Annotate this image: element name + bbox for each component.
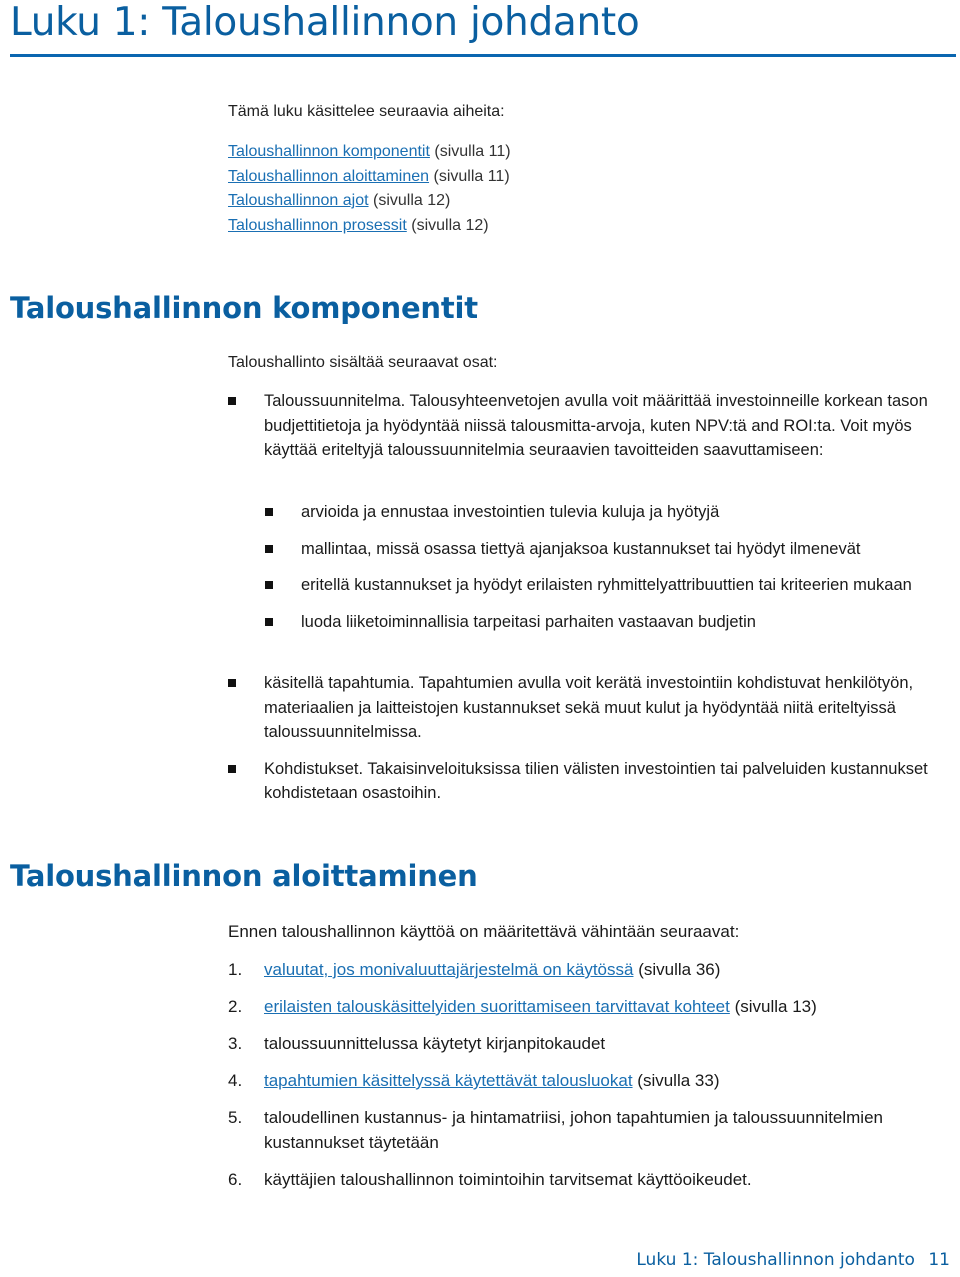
item-link[interactable]: valuutat, jos monivaluuttajärjestelmä on käytössä [264, 960, 634, 979]
toc-item [228, 165, 511, 190]
item-number: 4. [228, 1071, 243, 1090]
item-number: 1. [228, 960, 243, 979]
numbered-item [228, 995, 953, 1020]
table-of-contents [228, 140, 511, 238]
toc-page-ref: (sivulla 11) [433, 167, 510, 185]
components-sublist [265, 500, 955, 646]
bullet-icon [228, 397, 236, 405]
section-heading-components: Taloushallinnon komponentit [10, 291, 478, 325]
toc-item [228, 140, 511, 165]
item-page-ref: (sivulla 36) [638, 960, 721, 979]
item-number: 6. [228, 1169, 243, 1189]
sublist-item-text: eritellä kustannukset ja hyödyt erilaisten ryhmittelyattribuuttien tai kriteerien mukaan [301, 576, 912, 594]
sublist-item [265, 537, 955, 562]
bullet-icon [265, 618, 273, 626]
toc-link-prosessit[interactable]: Taloushallinnon prosessit [228, 216, 407, 234]
list-item-text: Taloussuunnitelma. Talousyhteenvetojen avulla voit määrittää investoinneille korkean tason budjettitietoja ja hyödyntää niissä talousmitta-arvoja, kuten NPV:tä and ROI:ta. Voit myös käyttää eriteltyjä taloussuunnitelmia seuraavien tavoitteiden saavuttamiseen: [264, 392, 928, 459]
sublist-item-text: mallintaa, missä osassa tiettyä ajanjaksoa kustannukset tai hyödyt ilmenevät [301, 539, 861, 558]
toc-item [228, 214, 511, 239]
toc-page-ref: (sivulla 12) [411, 216, 489, 234]
list-item [228, 757, 948, 806]
numbered-item [228, 1106, 953, 1155]
sublist-item [265, 610, 955, 635]
bullet-icon [228, 765, 236, 773]
item-link[interactable]: erilaisten talouskäsittelyiden suorittamiseen tarvittavat kohteet [264, 997, 730, 1016]
start-lead: Ennen taloushallinnon käyttöä on määritettävä vähintään seuraavat: [228, 922, 740, 941]
numbered-item [228, 1069, 953, 1094]
bullet-icon [265, 545, 273, 553]
sublist-item-text: arvioida ja ennustaa investointien tulevia kuluja ja hyötyjä [301, 503, 720, 521]
title-divider [10, 54, 956, 57]
numbered-item [228, 1168, 953, 1193]
toc-page-ref: (sivulla 11) [434, 143, 511, 160]
list-item-text: Kohdistukset. Takaisinveloituksissa tilien välisten investointien tai palveluiden kustannukset kohdistetaan osastoihin. [264, 759, 928, 802]
item-page-ref: (sivulla 13) [734, 997, 817, 1016]
sublist-item [265, 573, 955, 598]
sublist-item [265, 500, 955, 525]
start-numbered-list [228, 958, 953, 1205]
toc-item [228, 189, 511, 214]
toc-link-komponentit[interactable]: Taloushallinnon komponentit [228, 143, 430, 160]
page-number: 11 [928, 1250, 950, 1270]
intro-text: Tämä luku käsittelee seuraavia aiheita: [228, 103, 505, 120]
numbered-item [228, 1032, 953, 1057]
components-lead: Taloushallinto sisältää seuraavat osat: [228, 354, 498, 371]
item-text: taloudellinen kustannus- ja hintamatriisi, johon tapahtumien ja taloussuunnitelmien kustannukset täytetään [264, 1108, 883, 1152]
toc-page-ref: (sivulla 12) [373, 192, 451, 209]
item-number: 5. [228, 1108, 243, 1127]
item-number: 2. [228, 997, 243, 1016]
bullet-icon [228, 679, 236, 687]
item-number: 3. [228, 1034, 243, 1053]
page-footer [636, 1250, 950, 1270]
bullet-icon [265, 508, 273, 516]
toc-link-aloittaminen[interactable]: Taloushallinnon aloittaminen [228, 167, 430, 185]
item-link[interactable]: tapahtumien käsittelyssä käytettävät talousluokat [264, 1071, 633, 1090]
sublist-item-text: luoda liiketoiminnallisia tarpeitasi parhaiten vastaavan budjetin [301, 612, 756, 631]
numbered-item [228, 958, 953, 983]
item-text: käyttäjien taloushallinnon toimintoihin tarvitsemat käyttöoikeudet. [264, 1169, 752, 1189]
components-list [228, 389, 948, 463]
list-item [228, 389, 948, 463]
list-item [228, 671, 948, 745]
item-page-ref: (sivulla 33) [637, 1071, 720, 1090]
components-list-continued [228, 671, 948, 806]
section-heading-start: Taloushallinnon aloittaminen [10, 859, 478, 893]
item-text: taloussuunnittelussa käytetyt kirjanpitokaudet [264, 1034, 606, 1053]
bullet-icon [265, 581, 273, 589]
list-item-text: käsitellä tapahtumia. Tapahtumien avulla voit kerätä investointiin kohdistuvat henkilötyön, materiaalien ja laitteistojen kustannukset sekä muut kulut ja hyödyntää niitä eriteltyissä taloussuunnitelmissa. [264, 674, 914, 741]
footer-chapter: Luku 1: Taloushallinnon johdanto [636, 1250, 915, 1270]
toc-link-ajot[interactable]: Taloushallinnon ajot [228, 192, 369, 209]
page-title: Luku 1: Taloushallinnon johdanto [10, 0, 640, 45]
